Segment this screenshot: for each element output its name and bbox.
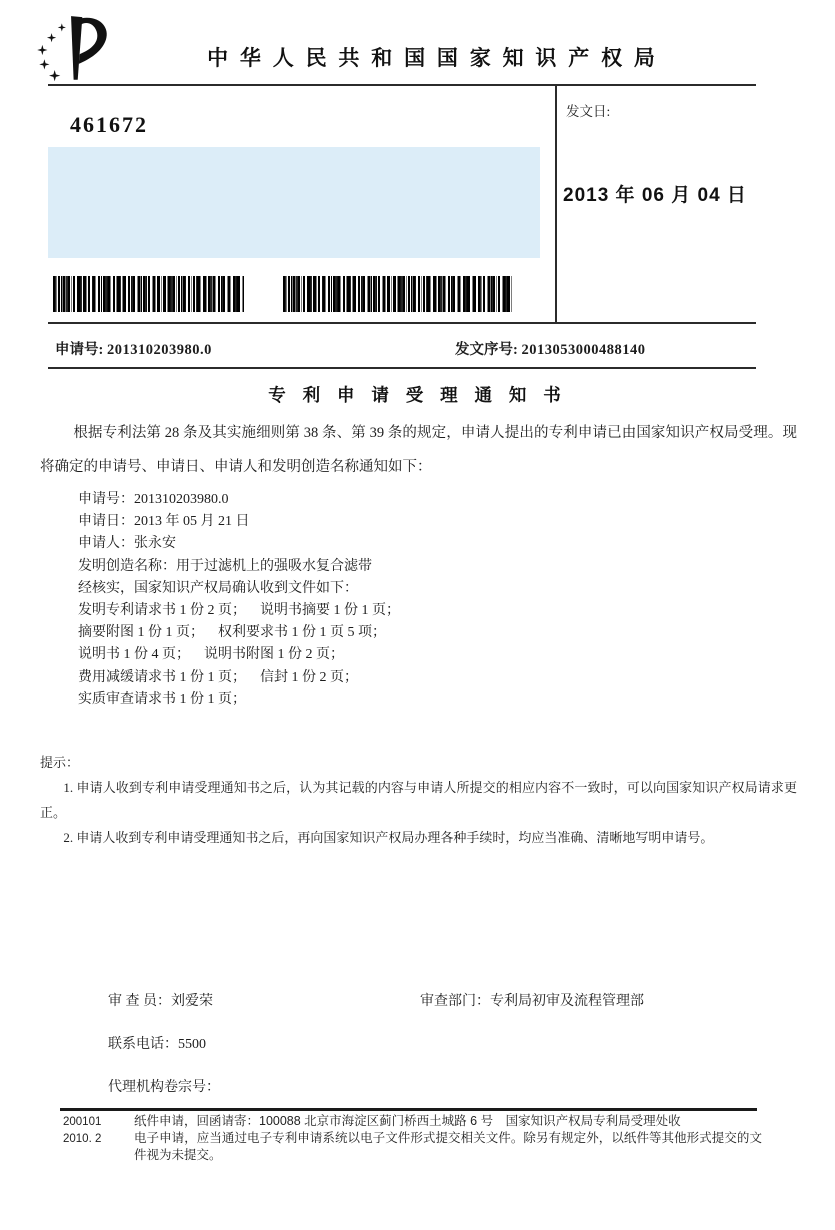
dispatch-number-field bbox=[455, 338, 645, 359]
form-date: 2010. 2 bbox=[63, 1132, 102, 1145]
examiner-name: 刘爱荣 bbox=[171, 994, 213, 1009]
detail-line: 实质审查请求书 1 份 1 页； bbox=[78, 691, 246, 707]
detail-line: 发明专利请求书 1 份 2 页； 说明书摘要 1 份 1 页； bbox=[78, 603, 400, 619]
footer-divider bbox=[60, 1108, 757, 1111]
recipient-address-box bbox=[48, 147, 540, 258]
detail-line: 申请日：2013 年 05 月 21 日 bbox=[78, 514, 250, 530]
department-label: 审查部门： bbox=[420, 994, 490, 1009]
phone-value: 5500 bbox=[178, 1037, 206, 1052]
detail-line: 申请号：201310203980.0 bbox=[78, 492, 229, 507]
dispatch-number-label: 发文序号: bbox=[455, 342, 518, 358]
detail-line: 摘要附图 1 份 1 页； 权利要求书 1 份 1 页 5 项； bbox=[78, 625, 386, 641]
dispatch-number-value: 2013053000488140 bbox=[521, 342, 646, 358]
tips-section bbox=[40, 750, 797, 850]
application-details-list bbox=[78, 489, 400, 711]
detail-line: 费用减缓请求书 1 份 1 页； 信封 1 份 2 页； bbox=[78, 669, 358, 685]
meta-divider-bottom bbox=[48, 367, 756, 369]
phone-label: 联系电话： bbox=[108, 1037, 178, 1052]
detail-line: 经核实，国家知识产权局确认收到文件如下： bbox=[78, 580, 358, 596]
form-code-block bbox=[63, 1114, 101, 1147]
agency-docket-field bbox=[108, 1076, 220, 1096]
issue-date-label: 发文日: bbox=[566, 104, 611, 119]
document-title: 专 利 申 请 受 理 通 知 书 bbox=[268, 385, 567, 405]
department-name: 专利局初审及流程管理部 bbox=[490, 994, 644, 1009]
form-code: 200101 bbox=[63, 1116, 102, 1128]
barcode-dispatch-number bbox=[283, 276, 513, 312]
barcode-application-number bbox=[53, 276, 244, 312]
office-name: 中 华 人 民 共 和 国 国 家 知 识 产 权 局 bbox=[207, 47, 658, 70]
footer-line-electronic: 电子申请，应当通过电子专利申请系统以电子文件形式提交相关文件。除另有规定外，以纸件等其他形式提交的文件视为未提交。 bbox=[134, 1131, 762, 1162]
application-number-label: 申请号: bbox=[55, 342, 104, 358]
sipo-emblem-icon bbox=[28, 14, 110, 88]
tip-item: 1. 申请人收到专利申请受理通知书之后，认为其记载的内容与申请人所提交的相应内容不一致时，可以向国家知识产权局请求更正。 bbox=[40, 780, 797, 820]
application-number-field bbox=[55, 338, 212, 359]
examiner-label: 审 查 员： bbox=[108, 994, 171, 1009]
footer-line-paper: 纸件申请，回函请寄：100088 北京市海淀区蓟门桥西土城路 6 号 国家知识产权局专利局受理处收 bbox=[134, 1114, 681, 1128]
agency-docket-label: 代理机构卷宗号： bbox=[108, 1080, 220, 1095]
intro-paragraph: 根据专利法第 28 条及其实施细则第 38 条、第 39 条的规定，申请人提出的专利申请已由国家知识产权局受理。现将确定的申请号、申请日、申请人和发明创造名称通知如下： bbox=[40, 425, 797, 475]
vertical-divider bbox=[555, 84, 557, 323]
footer-instructions bbox=[134, 1113, 762, 1164]
detail-line: 说明书 1 份 4 页； 说明书附图 1 份 2 页； bbox=[78, 647, 344, 663]
examiner-field bbox=[108, 990, 213, 1010]
tips-label: 提示： bbox=[40, 755, 80, 770]
header-divider bbox=[48, 84, 756, 86]
meta-divider-top bbox=[48, 322, 756, 324]
detail-line: 申请人：张永安 bbox=[78, 536, 176, 552]
department-field bbox=[420, 990, 644, 1010]
issue-date-value: 2013 年 06 月 04 日 bbox=[563, 185, 747, 206]
application-number-value: 201310203980.0 bbox=[106, 342, 212, 358]
detail-line: 发明创造名称：用于过滤机上的强吸水复合滤带 bbox=[78, 558, 372, 574]
phone-field bbox=[108, 1033, 206, 1053]
notice-serial-number: 461672 bbox=[70, 112, 148, 137]
tip-item: 2. 申请人收到专利申请受理通知书之后，再向国家知识产权局办理各种手续时，均应当准确、清晰地写明申请号。 bbox=[63, 830, 714, 845]
